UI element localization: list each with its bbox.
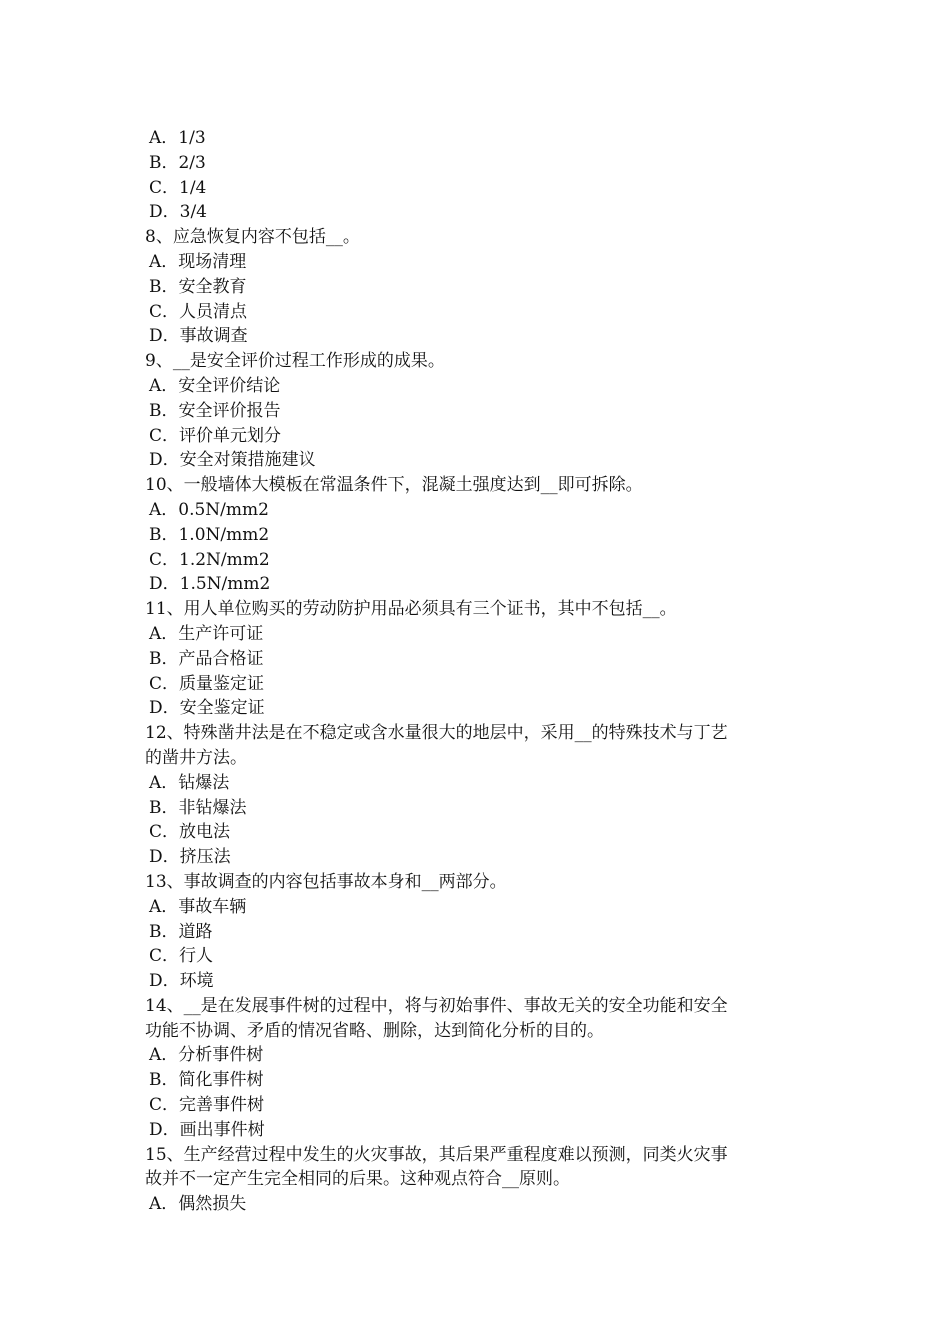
answer-option: A．0.5N/mm2: [149, 499, 269, 520]
answer-option: A．分析事件树: [149, 1045, 264, 1066]
answer-option: B．安全评价报告: [149, 400, 281, 421]
answer-option: D．挤压法: [149, 847, 231, 868]
answer-option: D．安全鉴定证: [149, 698, 265, 719]
answer-option: D．环境: [149, 971, 214, 992]
answer-option: B．简化事件树: [149, 1070, 264, 1091]
answer-option: C．放电法: [149, 822, 231, 843]
answer-option: D．安全对策措施建议: [149, 450, 316, 471]
question-text: 13、事故调查的内容包括事故本身和__两部分。: [145, 871, 507, 892]
answer-option: D．1.5N/mm2: [149, 574, 271, 595]
answer-option: A．钻爆法: [149, 772, 230, 793]
question-text: 14、__是在发展事件树的过程中，将与初始事件、事故无关的安全功能和安全: [145, 995, 728, 1016]
question-text: 11、用人单位购买的劳动防护用品必须具有三个证书，其中不包括__。: [145, 599, 677, 620]
answer-option: D．3/4: [149, 202, 207, 223]
answer-option: A．生产许可证: [149, 623, 264, 644]
question-text: 15、生产经营过程中发生的火灾事故，其后果严重程度难以预测，同类火灾事: [145, 1144, 728, 1165]
answer-option: A．事故车辆: [149, 896, 247, 917]
question-text: 10、一般墙体大模板在常温条件下，混凝土强度达到__即可拆除。: [145, 475, 643, 496]
answer-option: B．安全教育: [149, 276, 247, 297]
answer-option: C．完善事件树: [149, 1095, 265, 1116]
question-text: 9、__是安全评价过程工作形成的成果。: [145, 351, 445, 372]
answer-option: A．安全评价结论: [149, 375, 281, 396]
answer-option: B．1.0N/mm2: [149, 524, 270, 545]
answer-option: A．1/3: [149, 128, 206, 148]
question-text: 8、应急恢复内容不包括__。: [145, 227, 360, 248]
answer-option: C．质量鉴定证: [149, 673, 265, 694]
document-page: [145, 126, 810, 1217]
question-text: 12、特殊凿井法是在不稳定或含水量很大的地层中，采用__的特殊技术与丁艺: [145, 723, 728, 744]
answer-option: C．1/4: [149, 177, 207, 198]
answer-option: C．1.2N/mm2: [149, 549, 270, 570]
answer-option: C．人员清点: [149, 301, 248, 322]
question-text: 的凿井方法。: [145, 747, 247, 768]
question-text: 功能不协调、矛盾的情况省略、删除，达到简化分析的目的。: [145, 1020, 604, 1041]
answer-option: B．产品合格证: [149, 648, 264, 669]
answer-option: D．画出事件树: [149, 1119, 265, 1140]
answer-option: C．评价单元划分: [149, 425, 282, 446]
answer-option: D．事故调查: [149, 326, 248, 347]
answer-option: C．行人: [149, 946, 214, 967]
answer-option: A．偶然损失: [149, 1194, 247, 1215]
answer-option: B．道路: [149, 921, 213, 942]
answer-option: B．2/3: [149, 152, 206, 173]
question-text: 故并不一定产生完全相同的后果。这种观点符合__原则。: [145, 1169, 570, 1190]
answer-option: B．非钻爆法: [149, 797, 247, 818]
answer-option: A．现场清理: [149, 251, 247, 272]
